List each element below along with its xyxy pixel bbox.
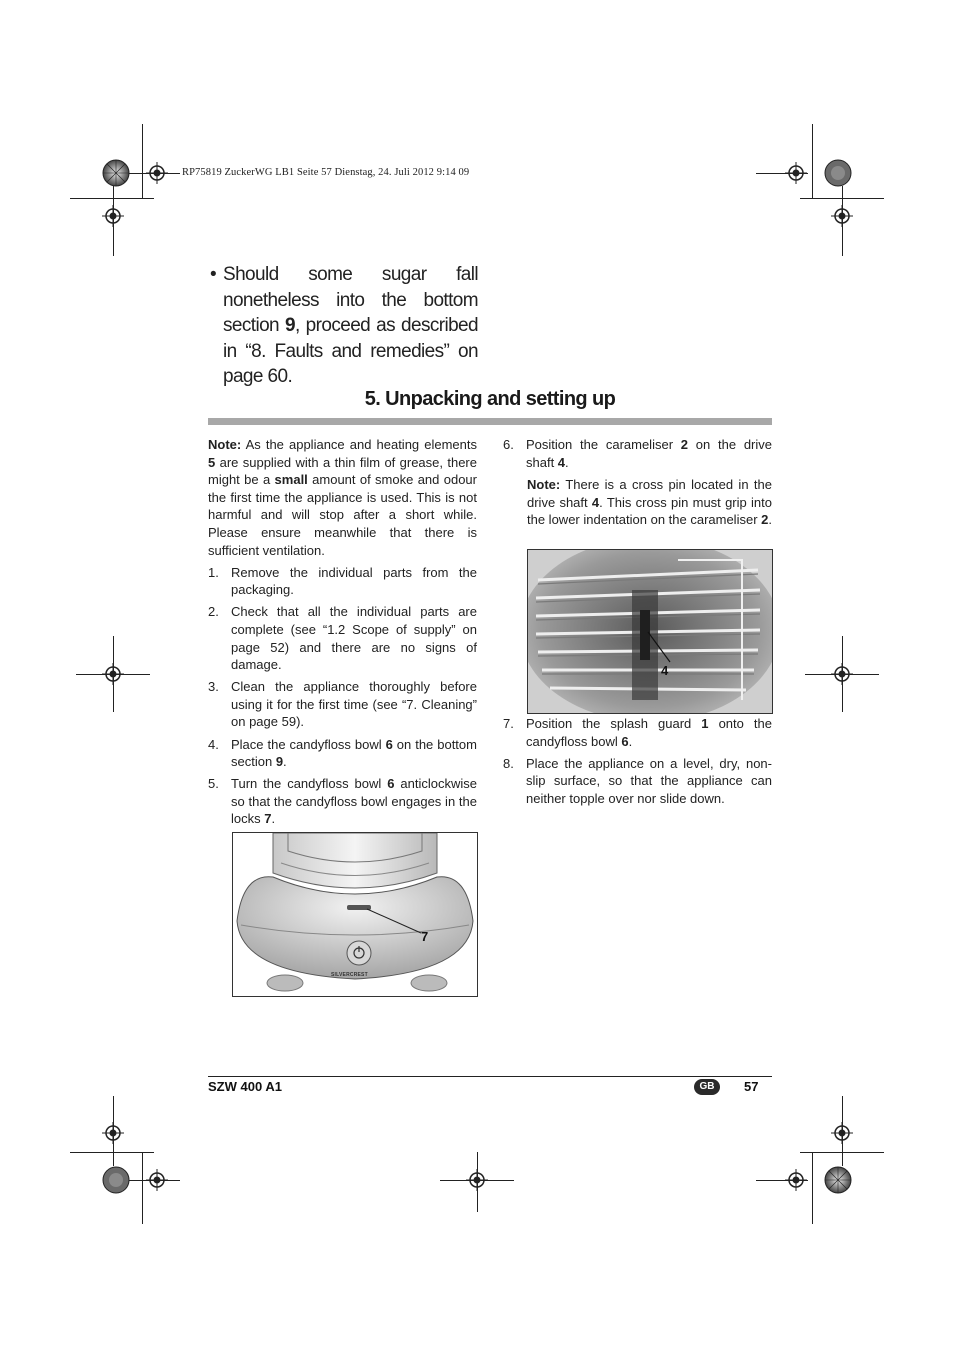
color-wheel-icon bbox=[824, 1166, 852, 1194]
list-item: 2. Check that all the individual parts are complete (see “1.2 Scope of supply” on page 52) and there are no signs of damage. bbox=[208, 604, 477, 673]
figure-base-unit bbox=[232, 832, 478, 997]
crop-line bbox=[812, 1152, 813, 1224]
bullet-dot: • bbox=[210, 264, 217, 285]
bullet-text: Should some sugar fall nonetheless into the bottom section 9, proceed as described in “8. Faults and remedies” on page 60. bbox=[223, 264, 478, 387]
color-wheel-icon bbox=[102, 1166, 130, 1194]
footer-rule bbox=[208, 1076, 772, 1077]
registration-mark-icon bbox=[831, 1122, 853, 1144]
figure-callout: 4 bbox=[661, 663, 669, 678]
color-wheel-icon bbox=[824, 159, 852, 187]
right-column bbox=[503, 436, 772, 529]
brand-logo: SILVERCREST bbox=[331, 972, 368, 978]
footer-model: SZW 400 A1 bbox=[208, 1079, 282, 1094]
note-paragraph: Note: There is a cross pin located in the drive shaft 4. This cross pin must grip into the lower indentation on the carameliser 2. bbox=[527, 477, 772, 528]
registration-mark-icon bbox=[785, 1169, 807, 1191]
note-label: Note: bbox=[527, 477, 561, 493]
heading-rule bbox=[208, 418, 772, 425]
figure-callout: 7 bbox=[421, 929, 429, 944]
language-badge: GB bbox=[694, 1079, 720, 1095]
part-ref: 9 bbox=[285, 315, 295, 336]
registration-mark-icon bbox=[831, 663, 853, 685]
registration-mark-icon bbox=[831, 205, 853, 227]
crop-line bbox=[142, 124, 143, 198]
page-number: 57 bbox=[744, 1079, 759, 1094]
note-label: Note: bbox=[208, 437, 242, 452]
registration-mark-icon bbox=[146, 162, 168, 184]
list-item: 8. Place the appliance on a level, dry, non-slip surface, so that the appliance can neither topple over nor slide down. bbox=[503, 755, 772, 806]
crop-line bbox=[70, 198, 154, 199]
crop-line bbox=[812, 124, 813, 198]
list-item: 7. Position the splash guard 1 onto the candyfloss bowl 6. bbox=[503, 716, 772, 749]
list-item: 5. Turn the candyfloss bowl 6 anticlockwise so that the candyfloss bowl engages in the locks 7. bbox=[208, 776, 477, 827]
note-paragraph: Note: As the appliance and heating elements 5 are supplied with a thin film of grease, there might be a small amount of smoke and odour the first time the appliance is used. This is not harmful and will stop after a short while. Please ensure meanwhile that there is sufficient ventilation. bbox=[208, 437, 477, 558]
list-item: 4. Place the candyfloss bowl 6 on the bottom section 9. bbox=[208, 736, 477, 770]
carameliser-illustration bbox=[528, 550, 772, 713]
registration-mark-icon bbox=[146, 1169, 168, 1191]
registration-mark-icon bbox=[102, 1122, 124, 1144]
intro-bullet bbox=[210, 262, 478, 390]
crop-line bbox=[142, 1152, 143, 1224]
registration-mark-icon bbox=[785, 162, 807, 184]
right-column-lower bbox=[503, 715, 772, 807]
list-item: 1. Remove the individual parts from the packaging. bbox=[208, 564, 477, 598]
crop-line bbox=[70, 1152, 154, 1153]
section-title: 5. Unpacking and setting up bbox=[364, 388, 616, 410]
list-item: 6. Position the carameliser 2 on the drive shaft 4. bbox=[503, 437, 772, 470]
color-wheel-icon bbox=[102, 159, 130, 187]
registration-mark-icon bbox=[466, 1169, 488, 1191]
left-column bbox=[208, 436, 477, 828]
registration-mark-icon bbox=[102, 663, 124, 685]
list-item: 3. Clean the appliance thoroughly before using it for the first time (see “7. Cleaning” on page 59). bbox=[208, 679, 477, 730]
figure-carameliser bbox=[527, 549, 773, 714]
registration-mark-icon bbox=[102, 205, 124, 227]
print-slug: RP75819 ZuckerWG LB1 Seite 57 Dienstag, 24. Juli 2012 9:14 09 bbox=[182, 167, 470, 178]
